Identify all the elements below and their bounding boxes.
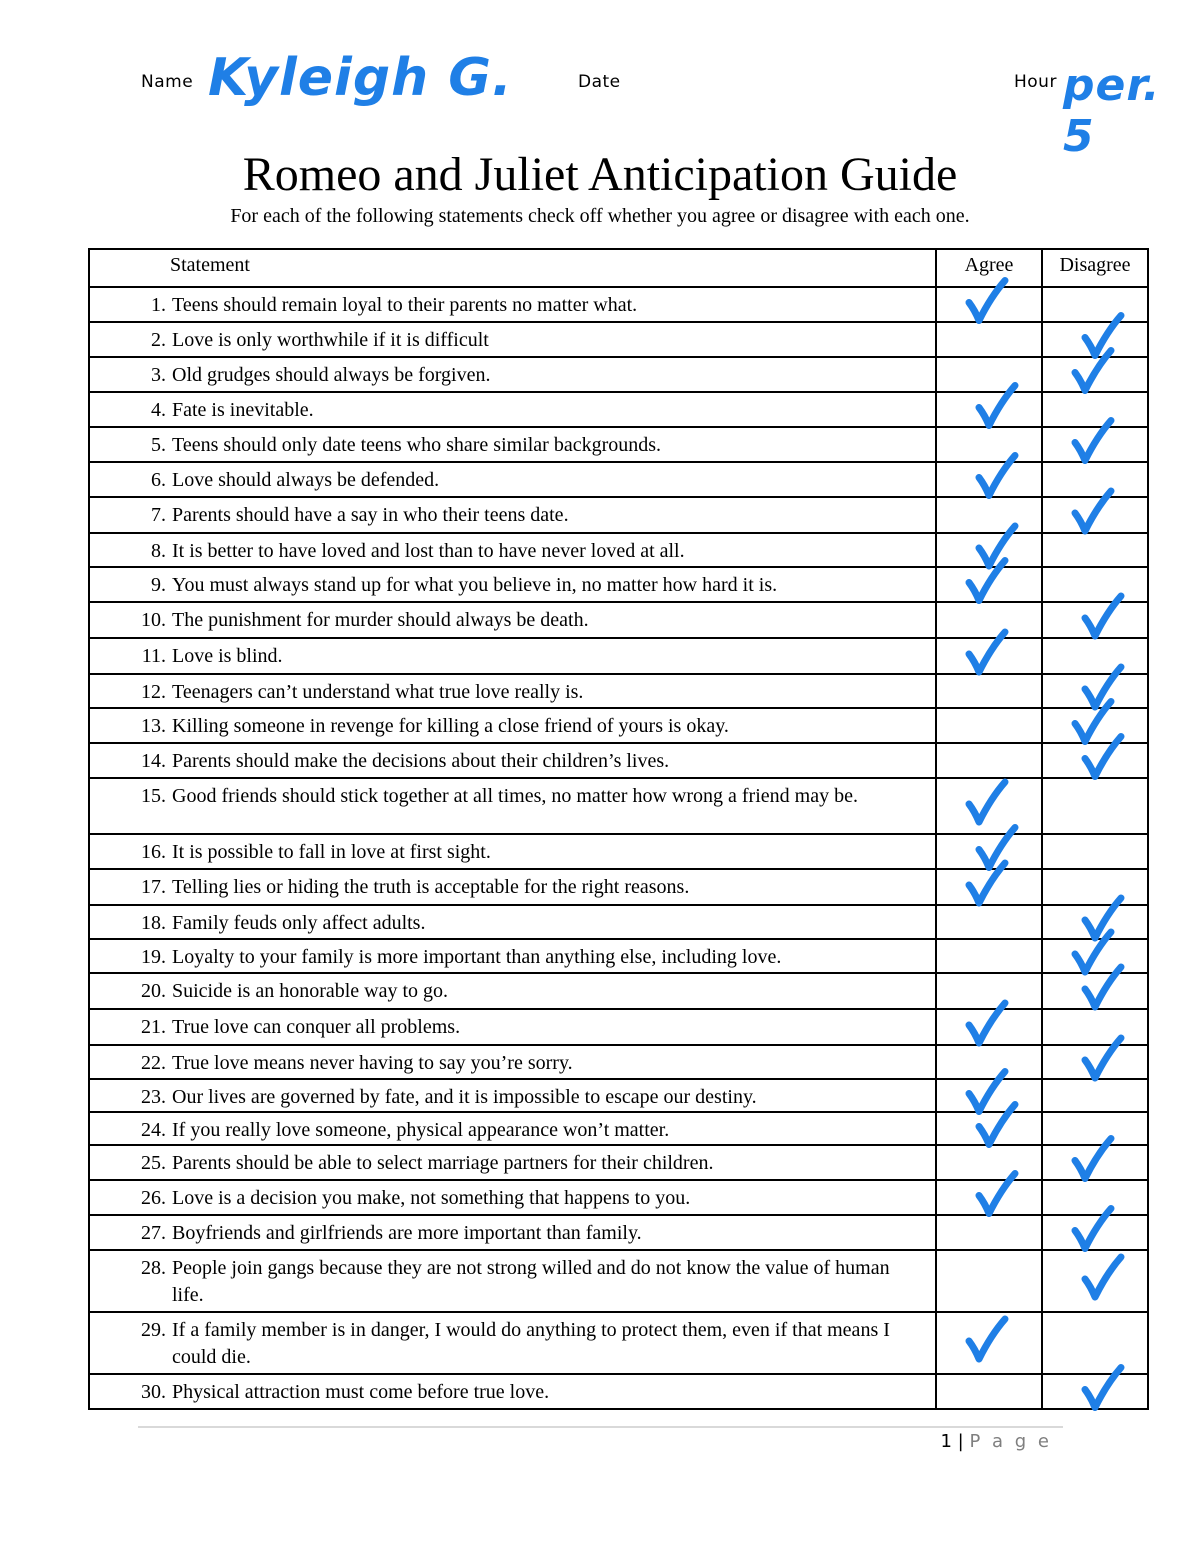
disagree-cell[interactable] [1042,567,1148,602]
statement-number: 27. [141,1222,166,1244]
statement-number: 4. [151,399,166,421]
table-row [89,743,1148,778]
table-row [89,1009,1148,1045]
disagree-cell[interactable] [1042,973,1148,1009]
statement-text: Love is blind. [172,645,283,667]
statement-number: 21. [141,1016,166,1038]
disagree-cell[interactable] [1042,708,1148,743]
agree-cell[interactable] [936,427,1042,462]
agree-cell[interactable] [936,1374,1042,1409]
agree-cell[interactable] [936,778,1042,834]
table-row [89,1145,1148,1180]
statement-text: Boyfriends and girlfriends are more important than family. [172,1222,642,1244]
statement-cell [89,357,936,392]
statement-cell [89,973,936,1009]
disagree-cell[interactable] [1042,939,1148,973]
statement-number: 15. [141,785,166,807]
table-row [89,834,1148,869]
table-row [89,638,1148,674]
statement-cell [89,287,936,322]
table-row [89,1215,1148,1250]
page-footer [0,1431,1052,1452]
statement-cell [89,778,936,834]
disagree-cell[interactable] [1042,602,1148,638]
table-row [89,392,1148,427]
statement-text: Good friends should stick together at all times, no matter how wrong a friend may be. [172,785,858,807]
statement-number: 8. [151,540,166,562]
agree-cell[interactable] [936,357,1042,392]
disagree-cell[interactable] [1042,427,1148,462]
statement-cell [89,322,936,357]
agree-cell[interactable] [936,567,1042,602]
statement-text: Physical attraction must come before true love. [172,1381,550,1403]
statement-text: Killing someone in revenge for killing a close friend of yours is okay. [172,715,729,737]
agree-cell[interactable] [936,1180,1042,1215]
statement-cell [89,1180,936,1215]
statement-number: 28. [141,1257,166,1279]
statement-text: Teens should only date teens who share similar backgrounds. [172,434,662,456]
agree-cell[interactable] [936,939,1042,973]
agree-cell[interactable] [936,1145,1042,1180]
statement-number: 17. [141,876,166,898]
disagree-cell[interactable] [1042,834,1148,869]
footer-divider [138,1426,1063,1428]
statement-cell [89,674,936,708]
agree-cell[interactable] [936,392,1042,427]
table-row [89,1250,1148,1312]
disagree-cell[interactable] [1042,743,1148,778]
disagree-cell[interactable] [1042,674,1148,708]
agree-cell[interactable] [936,462,1042,497]
header-disagree: Disagree [1042,249,1148,287]
statement-text: If you really love someone, physical appearance won’t matter. [172,1119,670,1141]
statement-cell [89,1215,936,1250]
table-row [89,939,1148,973]
statement-cell [89,462,936,497]
statement-text: It is possible to fall in love at first sight. [172,841,491,863]
table-row [89,1374,1148,1409]
disagree-cell[interactable] [1042,1079,1148,1112]
statement-cell [89,1145,936,1180]
table-row [89,905,1148,939]
agree-cell[interactable] [936,905,1042,939]
disagree-cell[interactable] [1042,905,1148,939]
table-row [89,533,1148,567]
page-title: Romeo and Juliet Anticipation Guide [242,148,958,201]
statement-text: Suicide is an honorable way to go. [172,980,449,1002]
statement-text: Fate is inevitable. [172,399,314,421]
table-row [89,1045,1148,1079]
table-row [89,973,1148,1009]
disagree-cell[interactable] [1042,1374,1148,1409]
agree-cell[interactable] [936,287,1042,322]
disagree-cell[interactable] [1042,638,1148,674]
statement-text: Teens should remain loyal to their parents no matter what. [172,294,638,316]
disagree-cell[interactable] [1042,1112,1148,1145]
statement-text: Telling lies or hiding the truth is acceptable for the right reasons. [172,876,690,898]
statement-cell [89,743,936,778]
statement-cell [89,939,936,973]
disagree-cell[interactable] [1042,1215,1148,1250]
agree-cell[interactable] [936,869,1042,905]
name-value[interactable]: Kyleigh G. [208,48,513,108]
agree-cell[interactable] [936,1079,1042,1112]
statement-text: Family feuds only affect adults. [172,912,426,934]
statement-cell [89,869,936,905]
statement-text: People join gangs because they are not strong willed and do not know the value of human life. [172,1257,890,1306]
statement-cell [89,1079,936,1112]
statement-number: 19. [141,946,166,968]
statement-text: True love can conquer all problems. [172,1016,461,1038]
agree-cell[interactable] [936,973,1042,1009]
disagree-cell[interactable] [1042,1180,1148,1215]
statement-number: 3. [151,364,166,386]
agree-cell[interactable] [936,674,1042,708]
statement-cell [89,1112,936,1145]
statement-number: 5. [151,434,166,456]
statement-text: Parents should be able to select marriage partners for their children. [172,1152,714,1174]
statement-number: 9. [151,574,166,596]
statement-number: 12. [141,681,166,703]
statement-number: 10. [141,609,166,631]
statement-text: Old grudges should always be forgiven. [172,364,491,386]
statement-number: 18. [141,912,166,934]
hour-label: Hour [1014,72,1057,92]
agree-cell[interactable] [936,708,1042,743]
statement-cell [89,1045,936,1079]
agree-cell[interactable] [936,1250,1042,1312]
disagree-cell[interactable] [1042,392,1148,427]
statement-number: 11. [141,645,166,667]
statement-cell [89,1312,936,1374]
table-row [89,602,1148,638]
instructions: For each of the following statements check off whether you agree or disagree with each one. [230,205,970,227]
table-row [89,778,1148,834]
statement-text: If a family member is in danger, I would do anything to protect them, even if that means I could die. [172,1319,890,1368]
table-row [89,462,1148,497]
disagree-cell[interactable] [1042,533,1148,567]
disagree-cell[interactable] [1042,778,1148,834]
agree-cell[interactable] [936,533,1042,567]
header-statement: Statement [89,249,936,287]
statement-number: 16. [141,841,166,863]
table-row [89,322,1148,357]
table-row [89,1079,1148,1112]
statement-number: 2. [151,329,166,351]
disagree-cell[interactable] [1042,1045,1148,1079]
statement-cell [89,392,936,427]
statement-cell [89,427,936,462]
agree-cell[interactable] [936,1045,1042,1079]
statement-number: 23. [141,1086,166,1108]
statement-number: 24. [141,1119,166,1141]
statement-text: Parents should make the decisions about their children’s lives. [172,750,670,772]
table-row [89,1112,1148,1145]
page-label: P a g e [969,1431,1052,1452]
disagree-cell[interactable] [1042,322,1148,357]
hour-value[interactable]: per. 5 [1063,60,1161,162]
agree-cell[interactable] [936,834,1042,869]
agree-cell[interactable] [936,497,1042,533]
agree-cell[interactable] [936,1112,1042,1145]
statement-cell [89,1374,936,1409]
table-row [89,287,1148,322]
disagree-cell[interactable] [1042,1312,1148,1374]
table-row [89,674,1148,708]
statement-cell [89,567,936,602]
statement-number: 20. [141,980,166,1002]
disagree-cell[interactable] [1042,287,1148,322]
statement-cell [89,497,936,533]
page-number: 1 [940,1431,952,1452]
statement-cell [89,708,936,743]
statement-number: 25. [141,1152,166,1174]
statement-cell [89,638,936,674]
statement-text: You must always stand up for what you believe in, no matter how hard it is. [172,574,778,596]
statement-number: 26. [141,1187,166,1209]
table-row [89,497,1148,533]
statement-number: 14. [141,750,166,772]
agree-cell[interactable] [936,1312,1042,1374]
statement-text: Loyalty to your family is more important than anything else, including love. [172,946,782,968]
statement-number: 13. [141,715,166,737]
statement-cell [89,533,936,567]
table-row [89,708,1148,743]
statement-text: Parents should have a say in who their teens date. [172,504,569,526]
statement-text: Love is only worthwhile if it is difficult [172,329,489,351]
agree-cell[interactable] [936,322,1042,357]
statement-text: The punishment for murder should always be death. [172,609,589,631]
header-agree: Agree [936,249,1042,287]
disagree-cell[interactable] [1042,1250,1148,1312]
disagree-cell[interactable] [1042,497,1148,533]
date-label: Date [578,72,621,92]
table-row [89,427,1148,462]
statement-cell [89,602,936,638]
statement-cell [89,1009,936,1045]
statement-number: 1. [151,294,166,316]
table-row [89,1312,1148,1374]
statement-text: Love should always be defended. [172,469,440,491]
table-header-row [89,249,1148,287]
statement-text: Teenagers can’t understand what true love really is. [172,681,584,703]
statement-number: 22. [141,1052,166,1074]
statement-cell [89,1250,936,1312]
statement-text: True love means never having to say you’re sorry. [172,1052,573,1074]
statement-text: It is better to have loved and lost than to have never loved at all. [172,540,685,562]
page-separator: | [957,1431,964,1452]
table-row [89,357,1148,392]
statement-number: 6. [151,469,166,491]
agree-cell[interactable] [936,1215,1042,1250]
table-row [89,1180,1148,1215]
agree-cell[interactable] [936,638,1042,674]
anticipation-table [88,248,1149,1410]
disagree-cell[interactable] [1042,1009,1148,1045]
disagree-cell[interactable] [1042,869,1148,905]
agree-cell[interactable] [936,1009,1042,1045]
disagree-cell[interactable] [1042,357,1148,392]
name-label: Name [141,72,194,92]
statement-number: 7. [151,504,166,526]
table-row [89,869,1148,905]
statement-number: 30. [141,1381,166,1403]
disagree-cell[interactable] [1042,462,1148,497]
statement-number: 29. [141,1319,166,1341]
agree-cell[interactable] [936,602,1042,638]
statement-cell [89,905,936,939]
statement-text: Love is a decision you make, not something that happens to you. [172,1187,691,1209]
table-row [89,567,1148,602]
disagree-cell[interactable] [1042,1145,1148,1180]
statement-cell [89,834,936,869]
statement-text: Our lives are governed by fate, and it is impossible to escape our destiny. [172,1086,757,1108]
agree-cell[interactable] [936,743,1042,778]
